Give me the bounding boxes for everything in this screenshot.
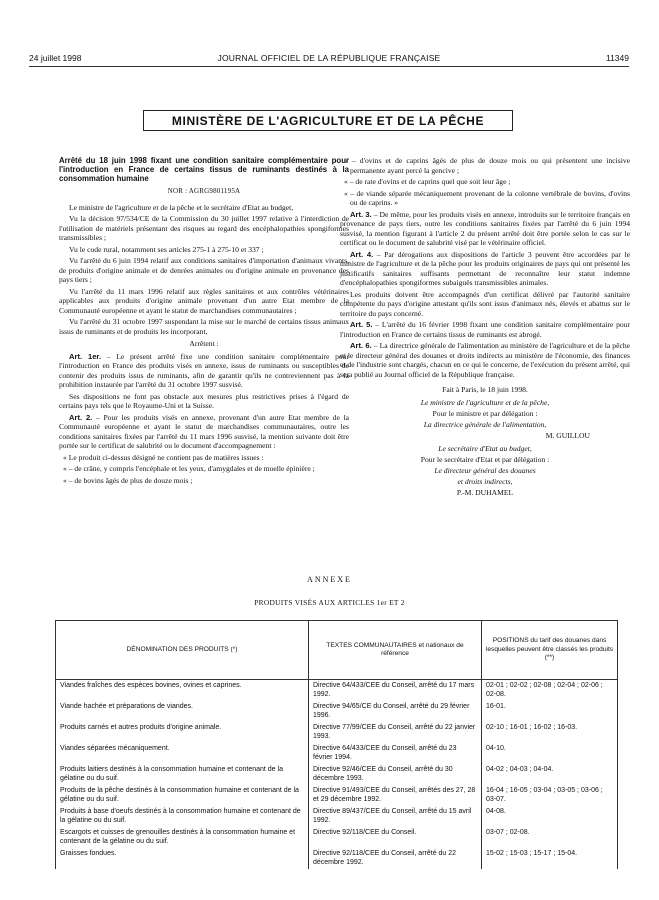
cell-denomination: Graisses fondues. (56, 848, 309, 869)
cell-positions: 16-04 ; 16-05 ; 03-04 ; 03-05 ; 03-06 ; 03-07. (482, 785, 618, 806)
quote-line: « – de bovins âgés de plus de douze mois ; (63, 475, 193, 485)
quote-line: « Le produit ci-dessus désigné ne contient pas de matières issues : (63, 452, 264, 462)
table-row (56, 722, 618, 743)
column-header-textes: TEXTES COMMUNAUTAIRES et nationaux de référence (309, 621, 482, 680)
ministry-heading: MINISTÈRE DE L'AGRICULTURE ET DE LA PÊCHE (143, 110, 513, 131)
preamble: Le ministre de l'agriculture et de la pêche et le secrétaire d'Etat au budget, (69, 202, 294, 212)
issue-date: 24 juillet 1998 (29, 53, 82, 63)
left-column (59, 156, 349, 487)
article-4-text: – Par dérogations aux dispositions de l'article 3 peuvent être accordées par le ministre de l'agriculture et de la pêche pour les produits originaires de pays qui ont présenté les justificatifs sanitaires suffisants permettant de reconnaître leur statut indemne d'encéphalopathies spongiformes subaiguës transmissibles animales. (340, 249, 630, 287)
journal-title: JOURNAL OFFICIEL DE LA RÉPUBLIQUE FRANÇAISE (217, 53, 441, 63)
annex-subtitle: PRODUITS VISÉS AUX ARTICLES 1er ET 2 (254, 598, 405, 607)
table-row (56, 827, 618, 848)
column-header-denomination: DÉNOMINATION DES PRODUITS (*) (56, 621, 309, 680)
article-1 (59, 352, 349, 390)
delegation-line: Pour le ministre et par délégation : (432, 408, 538, 418)
signatory-role: Le directeur général des douanes (434, 465, 536, 475)
cell-textes: Directive 92/118/CEE du Conseil, arrêté du 22 décembre 1992. (309, 848, 482, 869)
table-row (56, 785, 618, 806)
header-rule (29, 66, 629, 67)
article-1-para-2: Ses dispositions ne font pas obstacle aux mesures plus restrictives prises à l'égard de certains pays tels que le Royaume-Uni et la Suisse. (59, 391, 349, 410)
quote-line: « – d'ovins et de caprins âgés de plus de douze mois ou qui présentent une incisive permanente ayant percé la gencive ; (344, 156, 630, 175)
cell-denomination: Produits à base d'oeufs destinés à la consommation humaine et contenant de la gélatine ou du suif. (56, 806, 309, 827)
article-2 (59, 413, 349, 451)
cell-textes: Directive 92/46/CEE du Conseil, arrêté du 30 décembre 1993. (309, 764, 482, 785)
products-table (55, 620, 618, 869)
table-row (56, 701, 618, 722)
column-header-positions: POSITIONS du tarif des douanes dans lesquelles peuvent être classés les produits (**) (482, 621, 618, 680)
table-row (56, 848, 618, 869)
article-5-text: – L'arrêté du 16 février 1998 fixant une condition sanitaire complémentaire pour l'introduction en France de certains tissus de ruminants est abrogé. (340, 320, 630, 339)
arretent: Arrêtent : (189, 339, 219, 348)
signatory-role: et droits indirects, (457, 476, 513, 486)
right-column (340, 156, 630, 499)
cell-textes: Directive 77/99/CEE du Conseil, arrêté du 22 janvier 1993. (309, 722, 482, 743)
cell-positions: 03-07 ; 02-08. (482, 827, 618, 848)
article-3-text: – De même, pour les produits visés en annexe, introduits sur le territoire français en provenance de pays tiers, outre les conditions sanitaires fixées par l'arrêté du 6 juin 1994 susvisé, la mention figurant à l'article 2 du présent arrêté doit être portée selon le cas sur le certificat ou le document de salubrité visé par le vétérinaire officiel. (340, 209, 630, 247)
delegation-line: Pour le secrétaire d'Etat et par délégation : (420, 454, 550, 464)
cell-textes: Directive 64/433/CEE du Conseil, arrêté du 23 février 1994. (309, 743, 482, 764)
page-number: 11349 (605, 53, 629, 63)
cell-positions: 04-10. (482, 743, 618, 764)
visa-3: Vu l'arrêté du 6 juin 1994 relatif aux conditions sanitaires d'importation d'animaux vivants, de produits d'origine animale et de denrées animales ou d'origine animale en provenance des pays tiers ; (59, 256, 349, 284)
annex-title: ANNEXE (307, 575, 352, 584)
cell-positions: 16-01. (482, 701, 618, 722)
cell-textes: Directive 89/437/CEE du Conseil, arrêté du 15 avril 1992. (309, 806, 482, 827)
cell-denomination: Produits de la pêche destinés à la consommation humaine et contenant de la gélatine ou du suif. (56, 785, 309, 806)
cell-positions: 02-10 ; 16-01 ; 16-02 ; 16-03. (482, 722, 618, 743)
signatory-title: Le secrétaire d'Etat au budget, (438, 443, 532, 453)
article-6 (340, 341, 630, 379)
article-3 (340, 210, 630, 248)
article-1-label: Art. 1er. (69, 351, 102, 361)
quote-line: « – de rate d'ovins et de caprins quel que soit leur âge ; (344, 177, 511, 186)
nor-reference: NOR : AGRG9801195A (167, 187, 241, 195)
quote-line: « – de viande séparée mécaniquement provenant de la colonne vertébrale de bovins, d'ovins ou de caprins. » (344, 188, 630, 207)
cell-positions: 02-01 ; 02-02 ; 02-08 ; 02-04 ; 02-06 ; 02-08. (482, 680, 618, 702)
cell-denomination: Viandes fraîches des espèces bovines, ovines et caprines. (56, 680, 309, 702)
table-row (56, 743, 618, 764)
decree-title: Arrêté du 18 juin 1998 fixant une condition sanitaire complémentaire pour l'introduction en France de certains tissus de ruminants destinés à la consommation humaine (59, 156, 349, 183)
article-2-label: Art. 2. (69, 412, 93, 422)
visa-4: Vu l'arrêté du 11 mars 1996 relatif aux règles sanitaires et aux contrôles vétérinaires applicables aux produits d'origine animale provenant d'un autre Etat membre de la Communauté européenne et ayant le statut de marchandises communautaires ; (59, 286, 349, 315)
visa-1: Vu la décision 97/534/CE de la Commission du 30 juillet 1997 relative à l'interdiction de l'utilisation de matériels présentant des risques au regard des encéphalopathies spongiformes transmissibles ; (59, 214, 349, 242)
article-3-label: Art. 3. (350, 209, 372, 219)
table-row (56, 764, 618, 785)
table-row (56, 680, 618, 702)
article-2-text: – Pour les produits visés en annexe, provenant d'un autre Etat membre de la Communauté européenne et ayant le statut de marchandises communautaires, outre les conditions sanitaires fixées par l'arrêté du 11 mars 1996 susvisé, la mention suivante doit être portée sur le certificat de salubrité ou le document d'accompagnement : (59, 412, 349, 450)
article-4-para-2: Les produits doivent être accompagnés d'un certificat délivré par l'autorité sanitaire compétente du pays d'origine attestant qu'ils sont issus d'animaux nés, élevés et abattus sur le territoire du pays concerné. (340, 289, 630, 318)
cell-textes: Directive 94/65/CE du Conseil, arrêté du 29 février 1996. (309, 701, 482, 722)
signatory-name: M. GUILLOU (545, 430, 590, 440)
quote-line: « – de crâne, y compris l'encéphale et les yeux, d'amygdales et de moelle épinière ; (63, 464, 315, 473)
article-5-label: Art. 5. (350, 320, 373, 329)
signatory-name: P.-M. DUHAMEL (456, 487, 514, 497)
article-6-label: Art. 6. (350, 341, 372, 350)
cell-denomination: Viande hachée et préparations de viandes. (56, 701, 309, 722)
cell-textes: Directive 91/493/CEE du Conseil, arrêtés des 27, 28 et 29 décembre 1992. (309, 785, 482, 806)
article-4 (340, 250, 630, 288)
article-6-text: – La directrice générale de l'alimentation au ministère de l'agriculture et de la pêche et le directeur général des douanes et droits indirects au ministère de l'économie, des finances et de l'industrie sont chargés, chacun en ce qui le concerne, de l'exécution du présent arrêté, qui sera publié au Journal officiel de la République française. (340, 341, 630, 379)
article-1-text: – Le présent arrêté fixe une condition sanitaire complémentaire pour l'introduction en France des produits visés en annexe, issus de ruminants ou susceptibles de contenir des produits issus de ruminants, afin de garantir qu'ils ne contreviennent pas à la prohibition instaurée par l'arrêté du 31 octobre 1997 susvisé. (59, 351, 349, 389)
cell-positions: 04-02 ; 04-03 ; 04-04. (482, 764, 618, 785)
visa-2: Vu le code rural, notamment ses articles 275-1 à 275-10 et 337 ; (69, 244, 264, 254)
cell-textes: Directive 92/118/CEE du Conseil. (309, 827, 482, 848)
signatory-role: La directrice générale de l'alimentation, (423, 419, 547, 429)
cell-textes: Directive 64/433/CEE du Conseil, arrêté du 17 mars 1992. (309, 680, 482, 702)
visa-5: Vu l'arrêté du 31 octobre 1997 suspendant la mise sur le marché de certains tissus animaux issus de ruminants et de produits les incorporant, (59, 317, 349, 336)
place-date: Fait à Paris, le 18 juin 1998. (442, 385, 528, 394)
article-4-label: Art. 4. (350, 249, 374, 259)
cell-denomination: Produits carnés et autres produits d'origine animale. (56, 722, 309, 743)
cell-positions: 04-08. (482, 806, 618, 827)
cell-denomination: Produits laitiers destinés à la consommation humaine et contenant de la gélatine ou du suif. (56, 764, 309, 785)
page-header (29, 53, 629, 65)
cell-positions: 15-02 ; 15-03 ; 15-17 ; 15-04. (482, 848, 618, 869)
cell-denomination: Viandes séparées mécaniquement. (56, 743, 309, 764)
cell-denomination: Escargots et cuisses de grenouilles destinés à la consommation humaine et contenant de la gélatine ou du suif. (56, 827, 309, 848)
article-5 (340, 320, 630, 339)
table-row (56, 806, 618, 827)
signatory-title: Le ministre de l'agriculture et de la pêche, (420, 397, 550, 407)
